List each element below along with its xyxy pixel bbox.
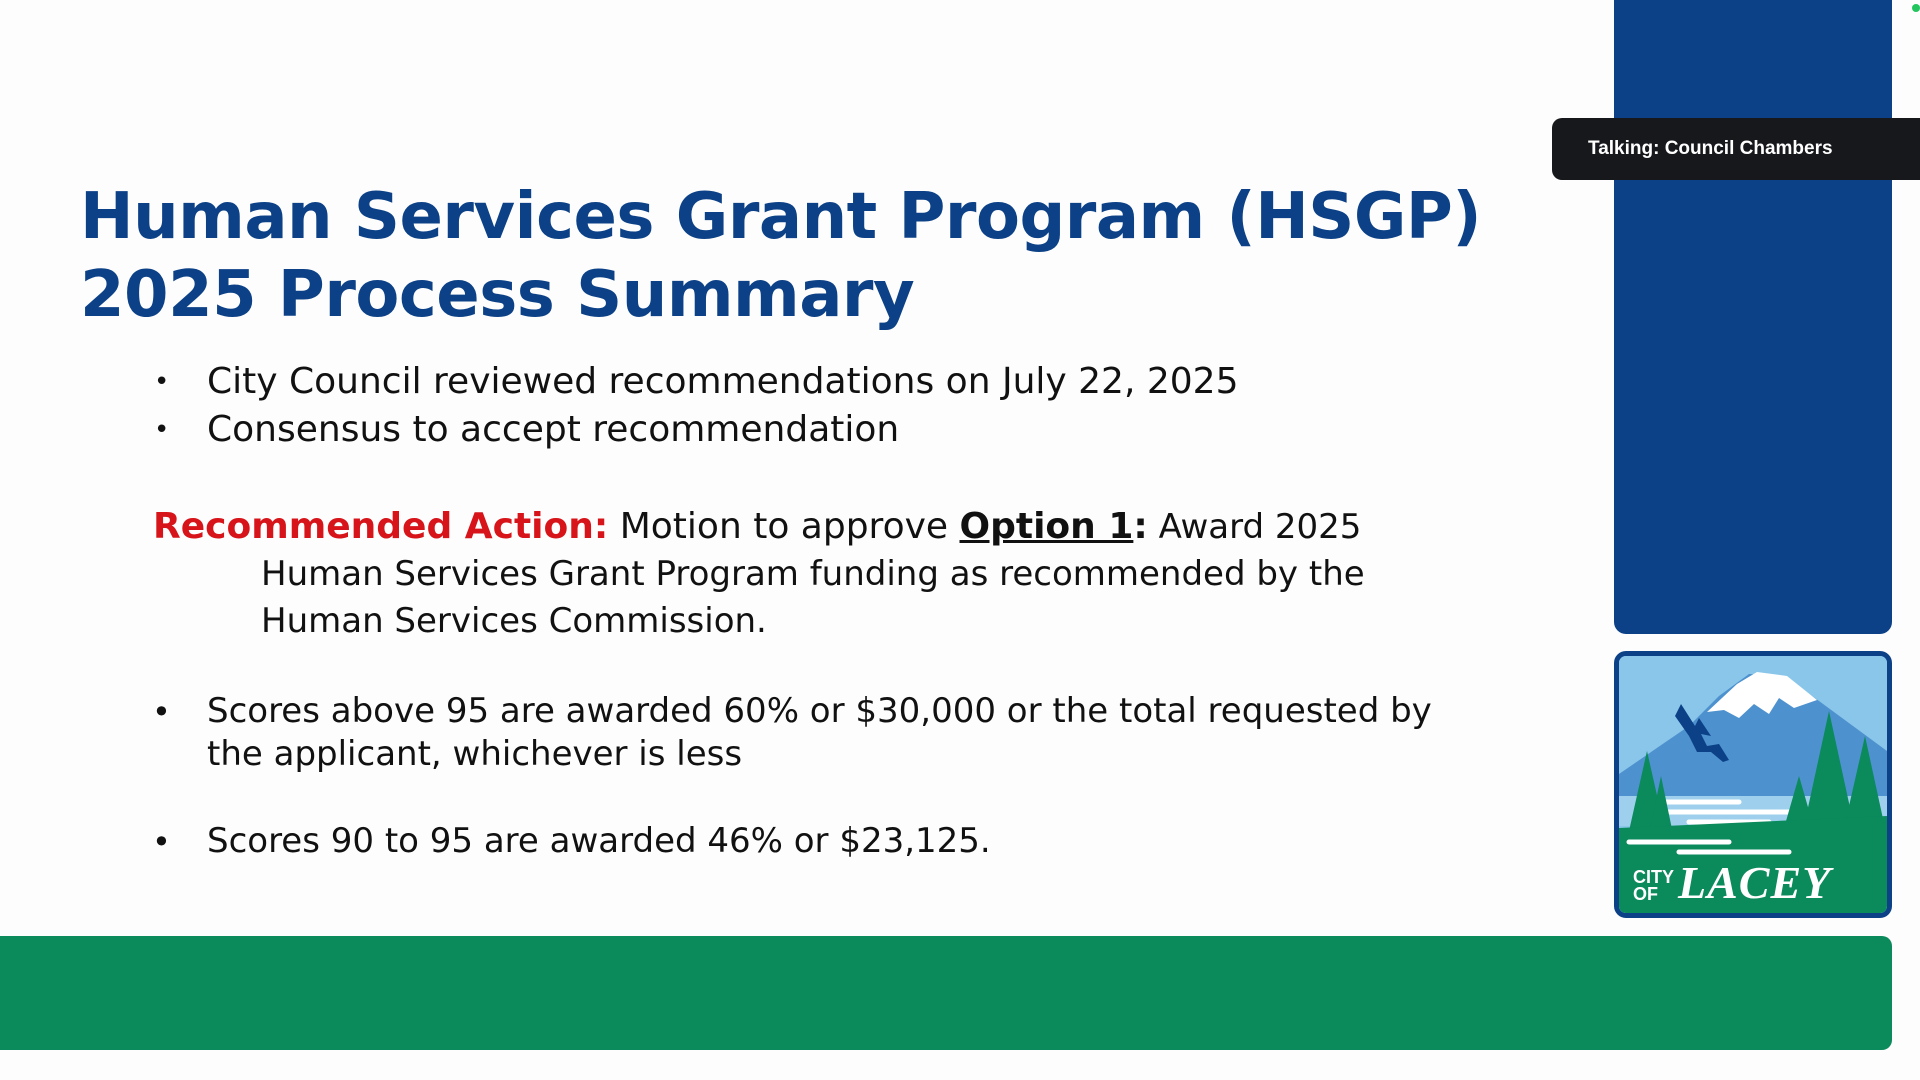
option-colon: : xyxy=(1133,506,1148,547)
action-line-2: Human Services Grant Program funding as recommended by the xyxy=(261,554,1365,594)
bullet-text: Consensus to accept recommendation xyxy=(207,409,900,450)
bullet-text: City Council reviewed recommendations on July 22, 2025 xyxy=(207,361,1239,402)
option-label: Option 1 xyxy=(959,506,1134,547)
score-text-line-1: Scores above 95 are awarded 60% or $30,000 or the total requested by xyxy=(207,691,1432,731)
action-tail: Award 2025 xyxy=(1147,507,1362,547)
bullet-icon: • xyxy=(154,415,170,445)
status-indicator xyxy=(1912,4,1920,12)
logo-wordmark xyxy=(1633,857,1832,908)
score-text-line-2: the applicant, whichever is less xyxy=(207,734,743,774)
logo-text-city: CITY xyxy=(1633,867,1675,887)
navy-side-panel xyxy=(1614,0,1892,634)
summary-bullets xyxy=(150,358,1450,454)
logo-text-lacey: LACEY xyxy=(1678,857,1832,908)
bullet-icon: • xyxy=(152,693,171,731)
bullet-icon: • xyxy=(154,367,170,397)
list-item xyxy=(150,358,1450,406)
bullet-icon: • xyxy=(152,823,171,861)
green-footer-bar xyxy=(0,936,1892,1050)
action-label: Recommended Action: xyxy=(153,506,609,547)
action-lead: Motion to approve xyxy=(608,506,960,547)
action-line-1 xyxy=(153,503,1473,551)
slide-title xyxy=(80,178,1580,334)
score-text-line-1: Scores 90 to 95 are awarded 46% or $23,125. xyxy=(207,821,991,861)
action-line-3: Human Services Commission. xyxy=(261,601,767,641)
city-of-lacey-logo xyxy=(1614,651,1892,918)
score-bullets xyxy=(150,690,1450,863)
talking-label: Talking: Council Chambers xyxy=(1588,138,1833,159)
title-line-1: Human Services Grant Program (HSGP) xyxy=(80,180,1482,254)
list-item xyxy=(150,690,1450,776)
talking-indicator xyxy=(1552,118,1920,180)
list-item xyxy=(150,820,1450,863)
logo-text-of: OF xyxy=(1633,884,1658,904)
list-item xyxy=(150,406,1450,454)
title-line-2: 2025 Process Summary xyxy=(80,258,915,332)
recommended-action xyxy=(153,503,1473,645)
